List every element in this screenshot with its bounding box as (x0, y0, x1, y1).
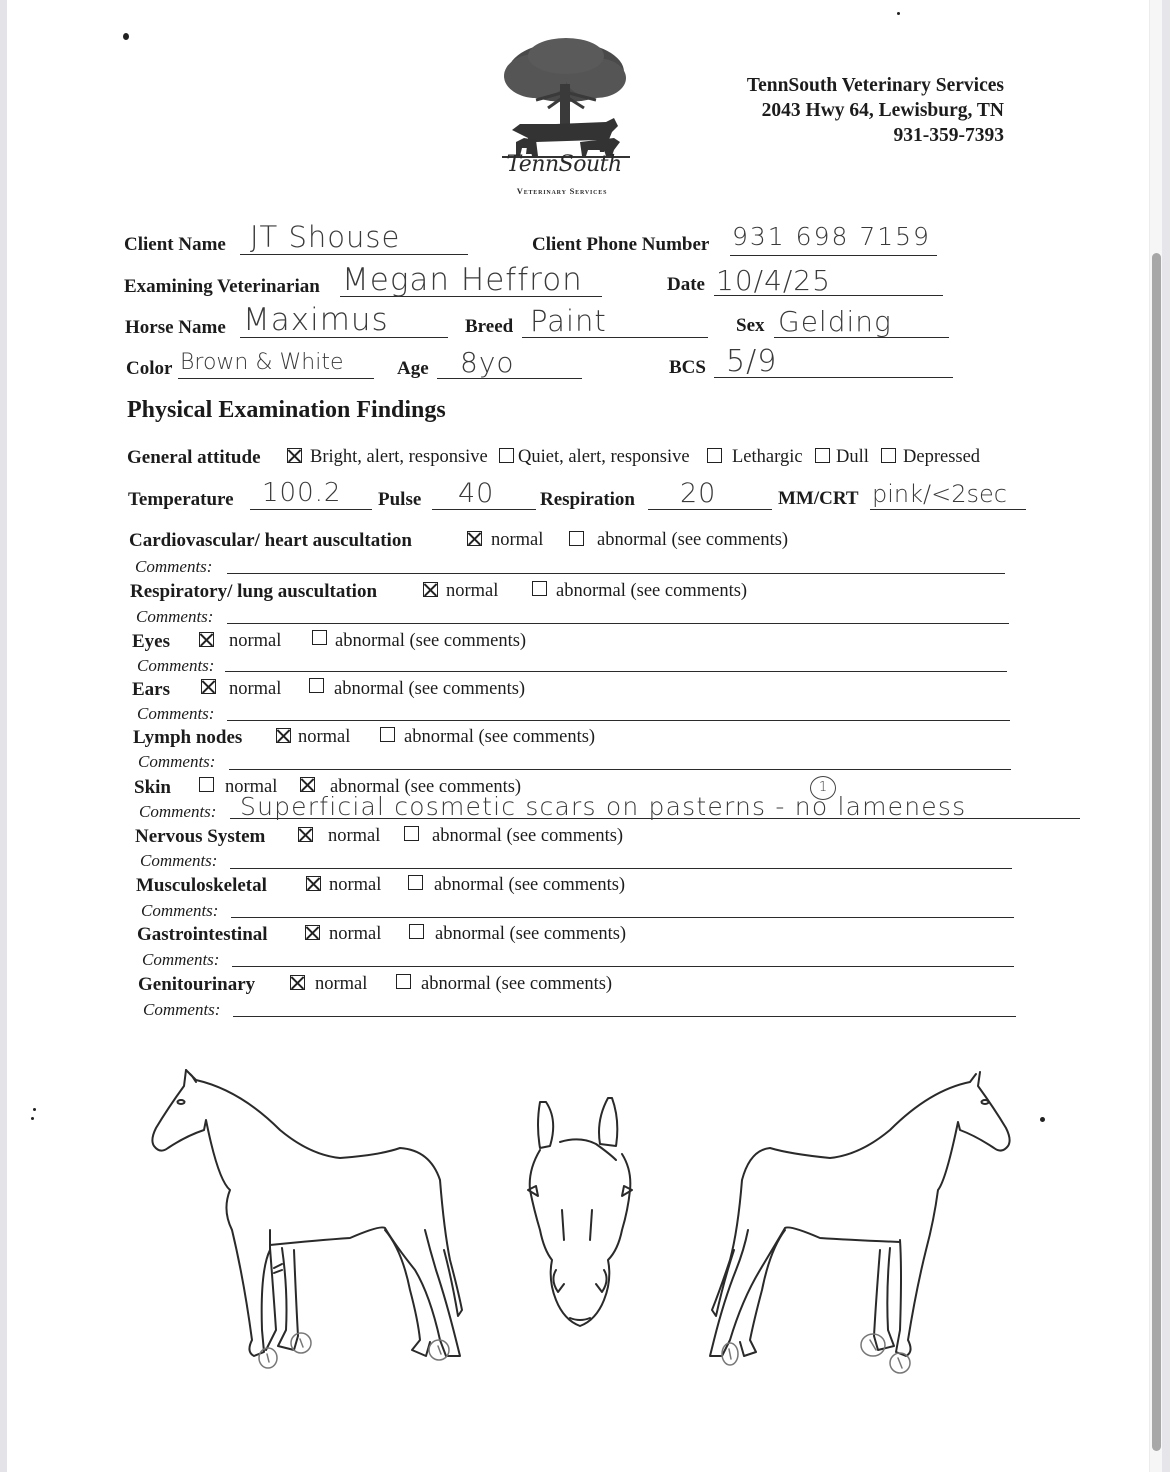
normal-label: normal (491, 530, 544, 550)
age-label: Age (397, 358, 429, 379)
normal-label: normal (225, 777, 278, 797)
abnormal-checkbox[interactable] (404, 826, 419, 841)
comments-label: Comments: (139, 802, 217, 821)
scrollbar-thumb[interactable] (1152, 253, 1161, 1451)
viewer-right-edge (1162, 0, 1170, 1472)
respiration-line (648, 509, 772, 510)
attitude-dull-checkbox[interactable] (815, 448, 830, 463)
normal-label: normal (315, 974, 368, 994)
normal-label: normal (329, 875, 382, 895)
comments-line[interactable] (231, 917, 1014, 918)
annotation-circle-1: 1 (810, 776, 836, 800)
attitude-lethargic-checkbox[interactable] (707, 448, 722, 463)
normal-label: normal (229, 631, 282, 651)
scan-speck (33, 1108, 36, 1111)
temperature-label: Temperature (128, 489, 234, 510)
breed-label: Breed (465, 316, 514, 337)
comments-line[interactable] (227, 573, 1005, 574)
comments-line[interactable] (227, 623, 1009, 624)
comments-line[interactable] (225, 671, 1007, 672)
attitude-dull-label: Dull (836, 447, 869, 467)
pulse-label: Pulse (378, 489, 422, 510)
system-name: Gastrointestinal (137, 924, 268, 945)
sex-value[interactable]: Gelding (778, 305, 892, 338)
section-heading: Physical Examination Findings (127, 397, 446, 423)
abnormal-label: abnormal (see comments) (335, 631, 527, 651)
abnormal-checkbox[interactable] (409, 924, 424, 939)
horse-head-front-diagram (500, 1080, 660, 1340)
date-label: Date (667, 274, 705, 295)
examining-vet-value[interactable]: Megan Heffron (342, 262, 583, 298)
comments-label: Comments: (140, 851, 218, 870)
general-attitude-label: General attitude (127, 447, 261, 468)
scan-speck (897, 12, 900, 15)
system-name: Eyes (132, 631, 170, 652)
bcs-value[interactable]: 5/9 (726, 344, 778, 379)
comments-label: Comments: (138, 752, 216, 771)
logo-script-text: TennSouth (506, 152, 622, 177)
attitude-depressed-checkbox[interactable] (881, 448, 896, 463)
comments-label: Comments: (142, 950, 220, 969)
clinic-address: 2043 Hwy 64, Lewisburg, TN (761, 100, 1004, 121)
pulse-line (432, 509, 536, 510)
system-name: Genitourinary (138, 974, 256, 995)
client-phone-label: Client Phone Number (532, 234, 710, 255)
comments-label: Comments: (136, 607, 214, 626)
comments-label: Comments: (137, 704, 215, 723)
comments-line[interactable] (233, 1016, 1016, 1017)
skin-comment-value[interactable]: Superficial cosmetic scars on pasterns - no lameness (240, 792, 967, 821)
system-name: Skin (134, 777, 171, 798)
client-name-value[interactable]: JT Shouse (250, 220, 401, 254)
clinic-name: TennSouth Veterinary Services (746, 75, 1004, 96)
normal-label: normal (446, 581, 499, 601)
abnormal-checkbox[interactable] (309, 678, 324, 693)
mm-crt-label: MM/CRT (778, 488, 859, 509)
viewer-left-edge (0, 0, 7, 1472)
color-value[interactable]: Brown & White (180, 350, 344, 375)
logo-subtitle: Veterinary Services (516, 186, 608, 196)
sex-label: Sex (736, 315, 765, 336)
normal-label: normal (298, 727, 351, 747)
abnormal-checkbox[interactable] (300, 777, 315, 792)
respiration-label: Respiration (540, 489, 635, 510)
age-value[interactable]: 8yo (460, 346, 515, 379)
attitude-bright-label: Bright, alert, responsive (310, 447, 488, 467)
color-line (178, 378, 374, 379)
mm-crt-value[interactable]: pink/<2sec (872, 480, 1007, 508)
abnormal-label: abnormal (see comments) (435, 924, 627, 944)
abnormal-label: abnormal (see comments) (421, 974, 613, 994)
system-name: Ears (132, 679, 170, 700)
abnormal-checkbox[interactable] (569, 531, 584, 546)
client-name-label: Client Name (124, 234, 226, 255)
normal-checkbox[interactable] (290, 975, 305, 990)
respiration-value[interactable]: 20 (680, 478, 717, 509)
temperature-value[interactable]: 100.2 (262, 478, 342, 508)
comments-line[interactable] (227, 720, 1010, 721)
comments-line[interactable] (232, 966, 1014, 967)
attitude-quiet-checkbox[interactable] (499, 448, 514, 463)
abnormal-label: abnormal (see comments) (597, 530, 789, 550)
abnormal-label: abnormal (see comments) (330, 777, 522, 797)
color-label: Color (126, 358, 173, 379)
horse-name-value[interactable]: Maximus (243, 302, 389, 338)
normal-checkbox[interactable] (199, 777, 214, 792)
attitude-depressed-label: Depressed (903, 447, 981, 467)
normal-label: normal (329, 924, 382, 944)
horse-name-label: Horse Name (125, 317, 226, 338)
comments-label: Comments: (135, 557, 213, 576)
attitude-quiet-label: Quiet, alert, responsive (518, 447, 690, 467)
date-value[interactable]: 10/4/25 (716, 264, 831, 297)
system-name: Nervous System (135, 826, 266, 847)
pulse-value[interactable]: 40 (458, 478, 495, 509)
normal-checkbox[interactable] (298, 827, 313, 842)
tree-icon (504, 38, 626, 124)
abnormal-checkbox[interactable] (312, 630, 327, 645)
temperature-line (250, 509, 372, 510)
abnormal-checkbox[interactable] (532, 581, 547, 596)
abnormal-checkbox[interactable] (380, 727, 395, 742)
normal-label: normal (328, 826, 381, 846)
comments-label: Comments: (141, 901, 219, 920)
scan-speck (123, 33, 129, 40)
comments-label: Comments: (143, 1000, 221, 1019)
abnormal-label: abnormal (see comments) (432, 826, 624, 846)
system-name: Lymph nodes (133, 727, 243, 748)
normal-checkbox[interactable] (201, 679, 216, 694)
normal-checkbox[interactable] (423, 582, 438, 597)
clinic-info (747, 73, 1004, 148)
client-name-line (240, 254, 468, 255)
abnormal-label: abnormal (see comments) (556, 581, 748, 601)
scan-speck (31, 1117, 34, 1120)
bcs-label: BCS (669, 357, 706, 378)
examining-vet-label: Examining Veterinarian (124, 276, 320, 297)
abnormal-label: abnormal (see comments) (404, 727, 596, 747)
normal-checkbox[interactable] (199, 632, 214, 647)
comments-line[interactable] (230, 868, 1012, 869)
comments-label: Comments: (137, 656, 215, 675)
normal-checkbox[interactable] (276, 728, 291, 743)
system-name: Cardiovascular/ heart auscultation (129, 530, 412, 551)
mm-crt-line (870, 509, 1026, 510)
abnormal-checkbox[interactable] (408, 875, 423, 890)
attitude-bright-checkbox[interactable] (287, 448, 302, 463)
horse-left-lateral-diagram (140, 1050, 490, 1380)
abnormal-checkbox[interactable] (396, 974, 411, 989)
system-name: Respiratory/ lung auscultation (130, 581, 378, 602)
normal-checkbox[interactable] (467, 531, 482, 546)
horse-right-lateral-diagram (690, 1050, 1060, 1380)
normal-label: normal (229, 679, 282, 699)
clinic-phone: 931-359-7393 (893, 125, 1004, 146)
normal-checkbox[interactable] (306, 876, 321, 891)
client-phone-value[interactable]: 931 698 7159 (732, 222, 931, 251)
client-phone-line (730, 255, 937, 256)
normal-checkbox[interactable] (305, 925, 320, 940)
system-name: Musculoskeletal (136, 875, 267, 896)
comments-line[interactable] (229, 769, 1011, 770)
abnormal-label: abnormal (see comments) (434, 875, 626, 895)
abnormal-label: abnormal (see comments) (334, 679, 526, 699)
breed-value[interactable]: Paint (530, 304, 607, 338)
attitude-lethargic-label: Lethargic (732, 447, 803, 467)
